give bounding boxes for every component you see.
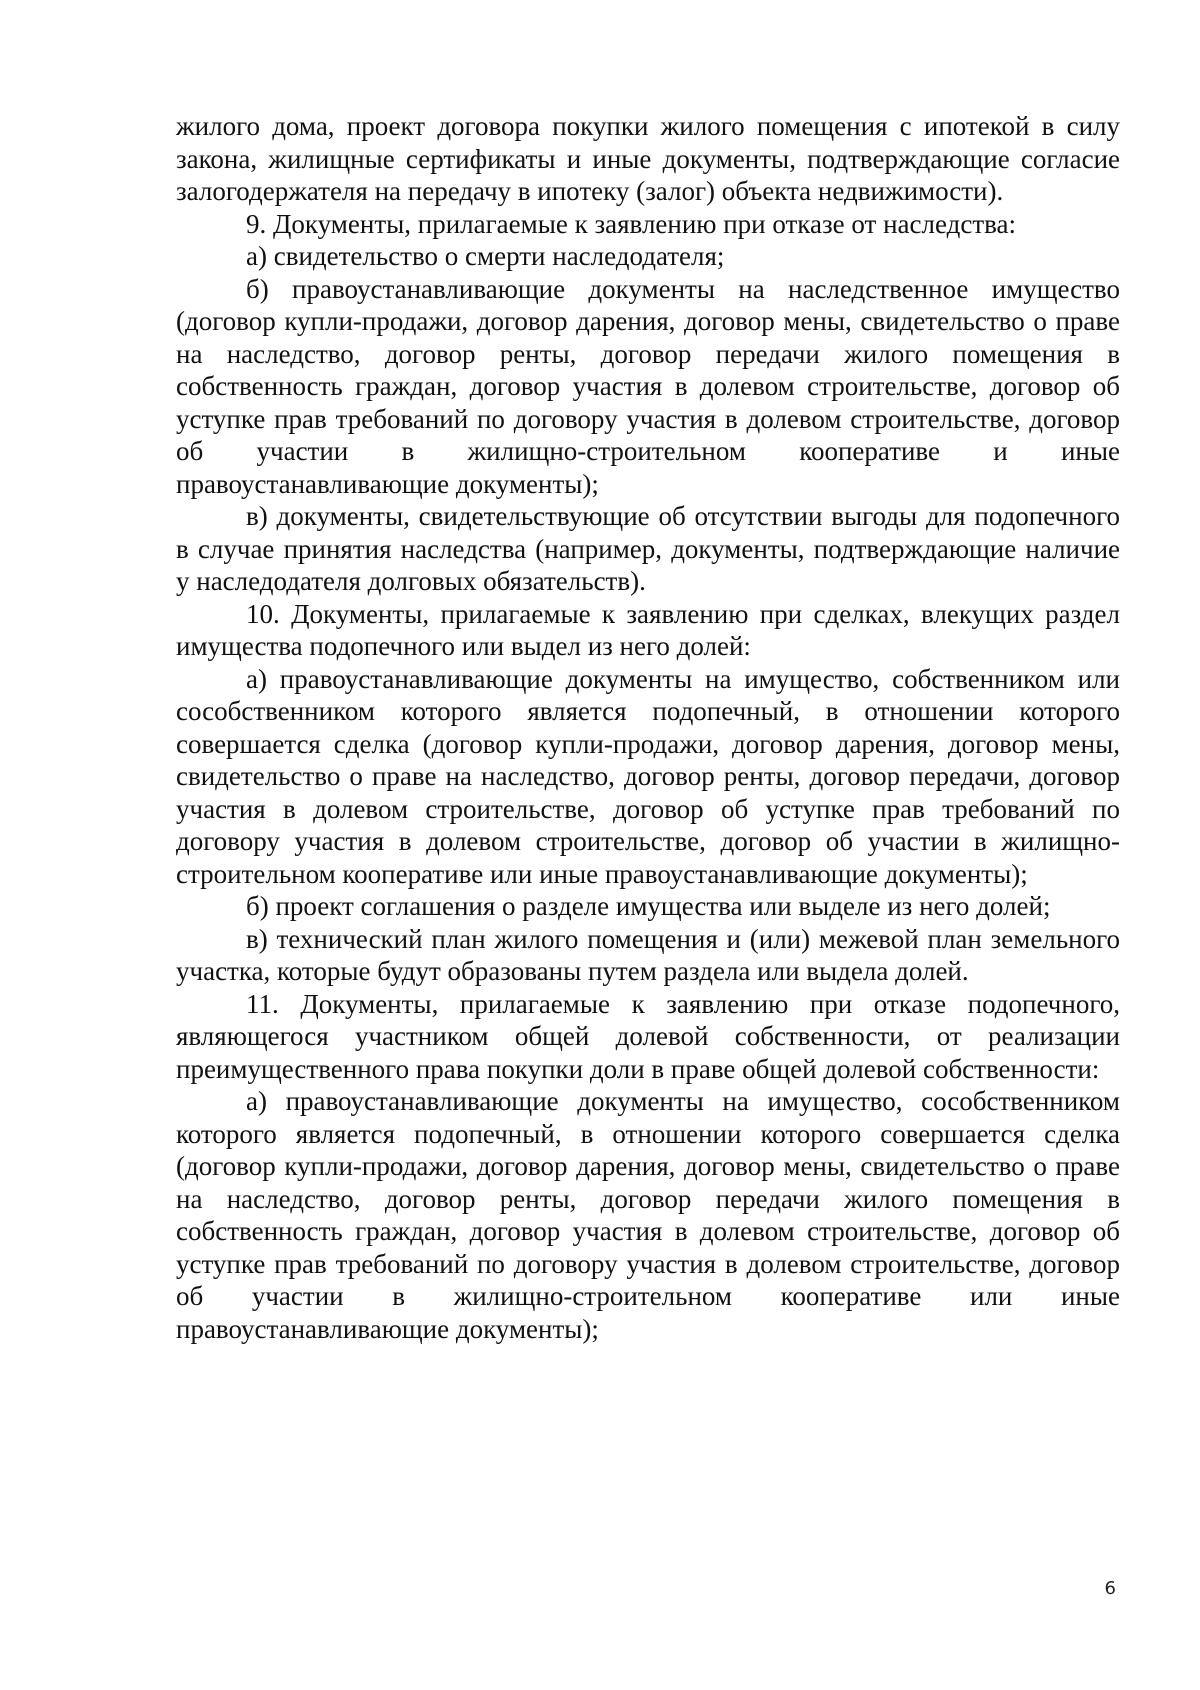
paragraph-item-10a: а) правоустанавливающие документы на имущество, собственником или сособственником которого является подопечный, в отношении которого совершается сделка (договор купли-продажи, договор дарения, договор мены, свидетельство о праве на наследство, договор ренты, договор передачи, договор участия в долевом строительстве, договор об уступке прав требований по договору участия в долевом строительстве, договор об участии в жилищно-строительном кооперативе или иные правоустанавливающие документы); [176,663,1120,889]
paragraph-item-10b: б) проект соглашения о разделе имущества или выделе из него долей; [246,891,1051,921]
paragraph-item-11a: а) правоустанавливающие документы на имущество, сособственником которого является подопечный, в отношении которого совершается сделка (договор купли-продажи, договор дарения, договор мены, свидетельство о праве на наследство, договор ренты, договор передачи жилого помещения в собственность граждан, договор участия в долевом строительстве, договор об уступке прав требований по договору участия в долевом строительстве, договор об участии в жилищно-строительном кооперативе или иные правоустанавливающие документы); [176,1086,1120,1344]
paragraph-item-9a: а) свидетельство о смерти наследодателя; [246,241,725,271]
paragraph-item-9: 9. Документы, прилагаемые к заявлению при отказе от наследства: [246,208,1017,239]
document-body [176,110,1120,1345]
paragraph-item-10v: в) технический план жилого помещения и (или) межевой план земельного участка, которые будут образованы путем раздела или выдела долей. [176,923,1120,986]
paragraph-item-10: 10. Документы, прилагаемые к заявлению при сделках, влекущих раздел имущества подопечного или выдел из него долей: [176,598,1120,661]
paragraph-item-9b: б) правоустанавливающие документы на наследственное имущество (договор купли-продажи, договор дарения, договор мены, свидетельство о праве на наследство, договор ренты, договор передачи жилого помещения в собственность граждан, договор участия в долевом строительстве, договор об уступке прав требований по договору участия в долевом строительстве, договор об участии в жилищно-строительном кооперативе и иные правоустанавливающие документы); [176,273,1120,499]
paragraph-continuation: жилого дома, проект договора покупки жилого помещения с ипотекой в силу закона, жилищные сертификаты и иные документы, подтверждающие согласие залогодержателя на передачу в ипотеку (залог) объекта недвижимости). [176,111,1120,206]
page-number: 6 [1104,1578,1116,1599]
paragraph-item-9v: в) документы, свидетельствующие об отсутствии выгоды для подопечного в случае принятия наследства (например, документы, подтверждающие наличие у наследодателя долговых обязательств). [176,501,1120,596]
paragraph-item-11: 11. Документы, прилагаемые к заявлению при отказе подопечного, являющегося участником общей долевой собственности, от реализации преимущественного права покупки доли в праве общей долевой собственности: [176,988,1120,1084]
